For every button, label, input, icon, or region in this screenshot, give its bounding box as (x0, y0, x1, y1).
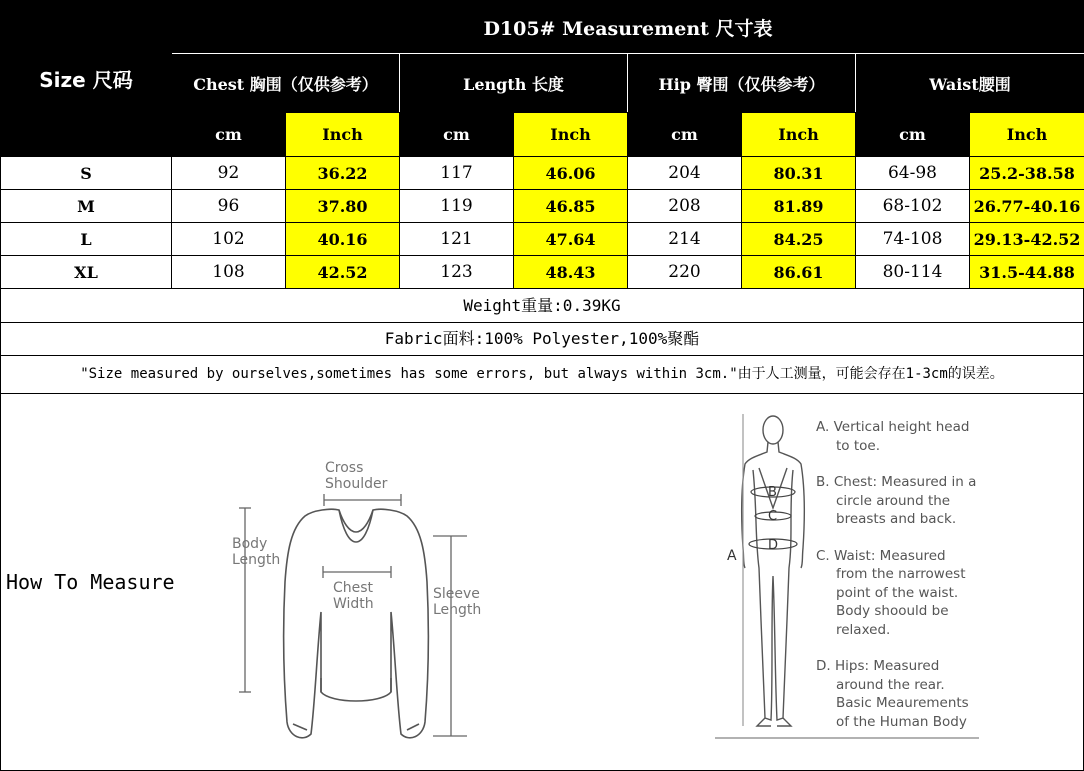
group-length: Length 长度 (400, 54, 628, 113)
letter-b: B (768, 485, 777, 500)
unit-cm: cm (856, 113, 970, 157)
note-line: Body shoould be (836, 603, 949, 619)
chest-cm-cell: 96 (172, 190, 286, 223)
note-a (816, 418, 1081, 455)
waist-inch-cell: 26.77-40.16 (970, 190, 1084, 223)
waist-cm-cell: 80-114 (856, 256, 970, 289)
table-row (1, 157, 1084, 190)
group-waist: Waist腰围 (856, 54, 1084, 113)
note-line: from the narrowest (836, 566, 966, 582)
length-inch-cell: 46.85 (514, 190, 628, 223)
chest-cm-cell: 108 (172, 256, 286, 289)
letter-c: C (768, 509, 778, 524)
size-cell: S (1, 157, 172, 190)
cross-shoulder-label: Shoulder (325, 476, 388, 492)
hip-inch-cell: 80.31 (742, 157, 856, 190)
chest-width-label: Width (333, 596, 374, 612)
size-cell: XL (1, 256, 172, 289)
note-head: D. Hips: Measured (816, 658, 940, 674)
weight-info: Weight重量:0.39KG (0, 289, 1084, 323)
length-inch-cell: 47.64 (514, 223, 628, 256)
note-line: to toe. (836, 437, 880, 454)
unit-inch: Inch (514, 113, 628, 157)
unit-inch: Inch (742, 113, 856, 157)
waist-cm-cell: 64-98 (856, 157, 970, 190)
chest-cm-cell: 102 (172, 223, 286, 256)
note-d (816, 657, 1081, 731)
group-chest: Chest 胸围（仅供参考） (172, 54, 400, 113)
group-hip: Hip 臀围（仅供参考） (628, 54, 856, 113)
chart-title: D105# Measurement 尺寸表 (172, 1, 1084, 54)
note-line: relaxed. (836, 621, 891, 638)
letter-d: D (768, 538, 779, 553)
length-cm-cell: 121 (400, 223, 514, 256)
unit-cm: cm (628, 113, 742, 157)
length-inch-cell: 48.43 (514, 256, 628, 289)
waist-inch-cell: 25.2-38.58 (970, 157, 1084, 190)
chest-inch-cell: 40.16 (286, 223, 400, 256)
hip-cm-cell: 214 (628, 223, 742, 256)
how-to-measure-section (0, 393, 1084, 771)
length-inch-cell: 46.06 (514, 157, 628, 190)
hip-cm-cell: 220 (628, 256, 742, 289)
size-cell: L (1, 223, 172, 256)
how-to-measure-label: How To Measure (6, 570, 175, 594)
chest-inch-cell: 37.80 (286, 190, 400, 223)
hip-inch-cell: 84.25 (742, 223, 856, 256)
unit-inch: Inch (970, 113, 1084, 157)
chest-inch-cell: 36.22 (286, 157, 400, 190)
table-row (1, 256, 1084, 289)
size-header: Size 尺码 (1, 1, 172, 157)
waist-inch-cell: 31.5-44.88 (970, 256, 1084, 289)
table-row (1, 223, 1084, 256)
note-head: A. Vertical height head (816, 419, 970, 435)
table-row (1, 190, 1084, 223)
note-b (816, 473, 1081, 529)
human-figure-icon (742, 416, 805, 726)
measurement-notes (816, 418, 1081, 749)
note-c (816, 547, 1081, 640)
hip-inch-cell: 86.61 (742, 256, 856, 289)
note-line: Basic Meaurements (836, 695, 969, 711)
length-cm-cell: 123 (400, 256, 514, 289)
measurement-note: "Size measured by ourselves,sometimes has some errors, but always within 3cm."由于人工测量，可能会存在1-3cm的误差。 (0, 355, 1084, 394)
unit-inch: Inch (286, 113, 400, 157)
note-head: C. Waist: Measured (816, 547, 946, 564)
sleeve-length-label: Length (433, 602, 482, 618)
body-length-label: Body (232, 536, 268, 552)
sleeve-length-label: Sleeve (433, 586, 480, 602)
shirt-outline-icon (284, 509, 429, 738)
size-cell: M (1, 190, 172, 223)
chest-cm-cell: 92 (172, 157, 286, 190)
chest-width-label: Chest (333, 580, 374, 596)
hip-cm-cell: 204 (628, 157, 742, 190)
waist-cm-cell: 68-102 (856, 190, 970, 223)
note-line: around the rear. (836, 676, 945, 693)
note-line: point of the waist. (836, 584, 959, 601)
shirt-diagram (221, 452, 501, 752)
unit-cm: cm (172, 113, 286, 157)
length-cm-cell: 117 (400, 157, 514, 190)
cross-shoulder-label: Cross (325, 460, 364, 476)
chest-inch-cell: 42.52 (286, 256, 400, 289)
note-line: of the Human Body (836, 713, 967, 730)
size-chart-table (0, 0, 1084, 289)
hip-cm-cell: 208 (628, 190, 742, 223)
waist-cm-cell: 74-108 (856, 223, 970, 256)
body-length-label: Length (232, 552, 281, 568)
note-line: breasts and back. (836, 511, 957, 527)
waist-inch-cell: 29.13-42.52 (970, 223, 1084, 256)
note-head: B. Chest: Measured in a (816, 474, 977, 490)
hip-inch-cell: 81.89 (742, 190, 856, 223)
letter-a: A (727, 548, 737, 564)
fabric-info: Fabric面料:100% Polyester,100%聚酯 (0, 322, 1084, 356)
length-cm-cell: 119 (400, 190, 514, 223)
unit-cm: cm (400, 113, 514, 157)
note-line: circle around the (836, 492, 951, 509)
